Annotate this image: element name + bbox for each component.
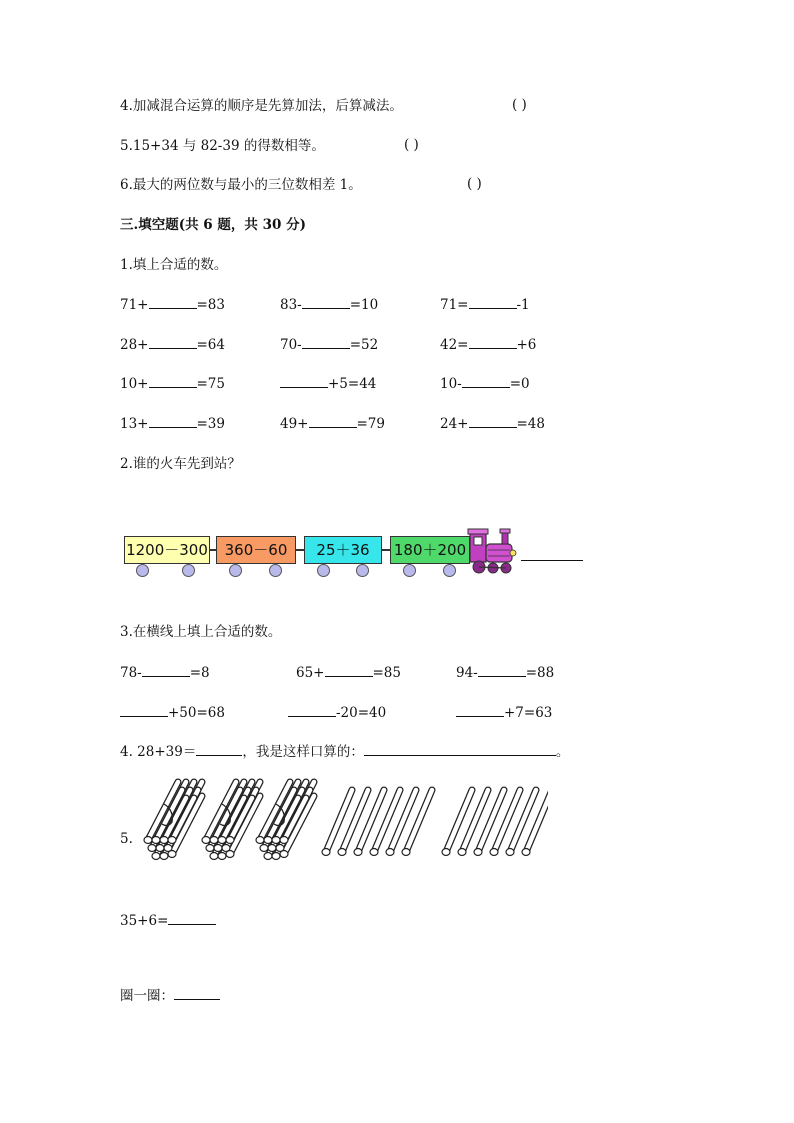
answer-blank[interactable] [280,375,328,388]
wheel [182,564,195,577]
equation: 10- =0 [440,376,530,392]
method-blank[interactable] [364,743,556,756]
train-car-4: 180＋200 [390,536,470,564]
circle-prompt: 圈一圈： [120,987,220,1005]
equation: -20=40 [288,704,386,722]
stick-bundle [202,782,260,860]
equation: +7=63 [456,704,552,722]
coupling [382,549,390,551]
answer-blank[interactable] [149,336,197,349]
equation: 70- =52 [280,337,379,353]
train-car-3: 25＋36 [304,536,382,564]
answer-blank[interactable] [174,987,220,1000]
question-2-title: 2.谁的火车先到站？ [120,456,241,472]
stick-bundle [256,782,314,860]
answer-blank[interactable] [120,704,168,717]
answer-blank[interactable] [149,296,197,309]
wheel [403,564,416,577]
question-5-label: 5. [120,831,133,847]
equation: 65+ =85 [296,665,401,681]
answer-blank[interactable] [521,560,583,561]
equation: +50=68 [120,704,225,722]
wheel [356,564,369,577]
equation: 78- =8 [120,665,210,681]
locomotive-icon [466,524,522,576]
answer-blank[interactable] [469,296,517,309]
answer-blank[interactable] [309,415,357,428]
train-car-1: 1200－300 [124,536,210,564]
answer-blank[interactable] [142,664,190,677]
question-5-equation: 35+6= [120,912,216,930]
equation: 83- =10 [280,297,379,313]
answer-blank[interactable] [462,375,510,388]
equation: +5=44 [280,375,376,393]
answer-blank[interactable] [196,743,242,756]
answer-blank[interactable] [456,704,504,717]
train-car-2: 360－60 [216,536,296,564]
wheel [443,564,456,577]
wheel [136,564,149,577]
answer-blank[interactable] [302,296,350,309]
question-4: 4. 28+39＝ ，我是这样口算的： 。 [120,744,570,760]
train-illustration [122,522,592,584]
answer-blank[interactable] [478,664,526,677]
counting-sticks-image [136,778,548,866]
wheel [317,564,330,577]
judgment-item-4: 4.加减混合运算的顺序是先算加法，后算减法。 [120,98,403,114]
stick-bundle [144,782,202,860]
equation: 28+ =64 [120,337,225,353]
equation: 71+ =83 [120,297,225,313]
answer-blank[interactable] [302,336,350,349]
judgment-item-5: 5.15+34 与 82-39 的得数相等。 [120,138,325,154]
equation: 42= +6 [440,337,537,353]
question-1-title: 1.填上合适的数。 [120,257,228,273]
answer-paren[interactable]: ( ) [404,137,419,153]
equation: 24+ =48 [440,416,545,432]
equation: 49+ =79 [280,416,385,432]
coupling [296,549,304,551]
equation: 13+ =39 [120,416,225,432]
equation: 71= -1 [440,297,530,313]
answer-blank[interactable] [168,912,216,925]
question-3-title: 3.在横线上填上合适的数。 [120,624,282,640]
single-stick [402,790,432,856]
wheel [229,564,242,577]
section-title: 三.填空题(共 6 题，共 30 分) [120,217,306,233]
answer-blank[interactable] [469,415,517,428]
equation: 10+ =75 [120,376,225,392]
answer-blank[interactable] [149,415,197,428]
equation: 94- =88 [456,665,555,681]
answer-paren[interactable]: ( ) [512,97,527,113]
answer-paren[interactable]: ( ) [467,176,482,192]
answer-blank[interactable] [325,664,373,677]
answer-blank[interactable] [288,704,336,717]
answer-blank[interactable] [469,336,517,349]
judgment-item-6: 6.最大的两位数与最小的三位数相差 1。 [120,177,362,193]
answer-blank[interactable] [149,375,197,388]
wheel [269,564,282,577]
